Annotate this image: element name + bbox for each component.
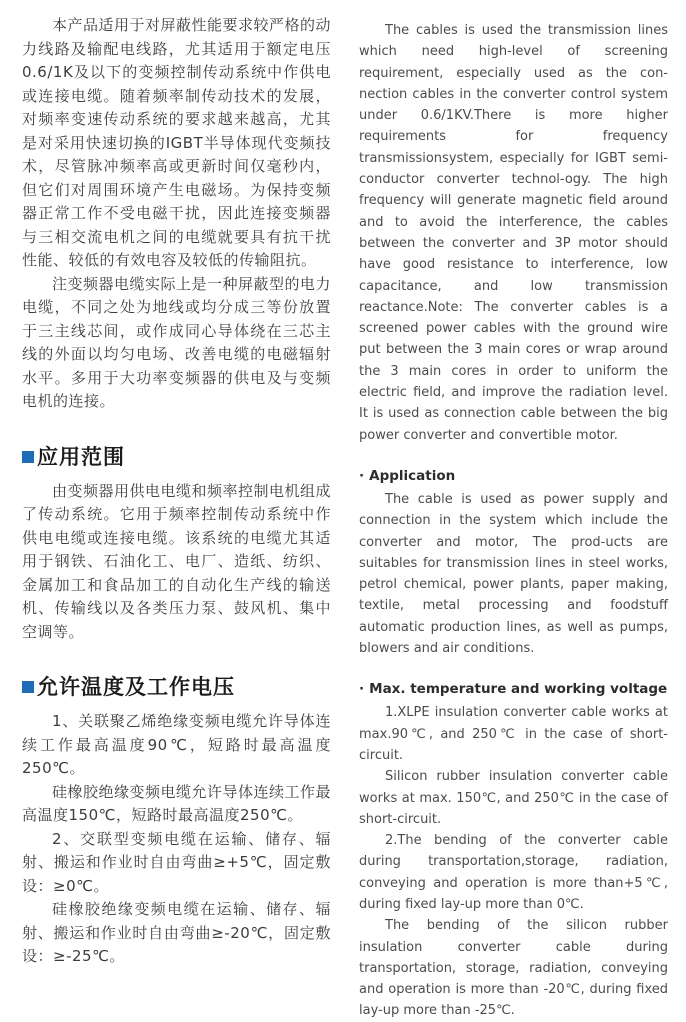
- temperature-paragraph-zh: 1、关联聚乙烯绝缘变频电缆允许导体连续工作最高温度90℃，短路时最高温度250℃。: [22, 712, 331, 777]
- section-title-text: 应用范围: [37, 444, 125, 469]
- square-bullet-icon: [22, 451, 34, 463]
- section-heading-temperature-zh: [22, 671, 331, 701]
- temperature-paragraph-en: The bending of the silicon rubber insulation converter cable during transportation, storage, radiation, conveying and operation is more than -20℃, during fixed lay-up more than -25℃.: [359, 918, 668, 1019]
- application-paragraph-en: The cable is used as power supply and connection in the system which include the converter and motor, The prod-ucts are suitables for transmission lines in steel works, petrol chemical, power plants, paper making, textile, metal processing and foodstuff automatic production lines, as well as pumps, blowers and air conditions.: [359, 491, 668, 657]
- intro-paragraph-en: The cables is used the transmission lines which need high-level of screening requirement, especially used as the con-nection cables in the converter control system under 0.6/1KV.There is more higher requirements for frequency transmissionsystem, especially for IGBT semi-conductor converter technol-ogy. The high frequency will generate magnetic field around and to avoid the interference, the cables between the converter and 3P motor should have good resistance to interference, low capacitance, and low transmission reactance.Note: The converter cables is a screened power cables with the ground wire put between the 3 main cores or wrap around the 3 main cores in order to uniform the electric field, and improve the radiation level. It is used as connection cable between the big power converter and convertible motor.: [359, 23, 668, 443]
- application-paragraph-zh: 由变频器用供电电缆和频率控制电机组成了传动系统。它用于频率控制传动系统中作供电电缆或连接电缆。该系统的电缆尤其适用于钢铁、石油化工、电厂、造纸、纺织、金属加工和食品加工的自动化生产线的输送机、传输线以及各类压力泵、鼓风机、集中空调等。: [22, 481, 332, 641]
- section-heading-temperature-en: [359, 681, 668, 697]
- section-title-text: 允许温度及工作电压: [37, 675, 235, 699]
- temperature-paragraph-zh: 硅橡胶绝缘变频电缆允许导体连续工作最高温度150℃，短路时最高温度250℃。: [22, 782, 332, 824]
- temperature-paragraph-zh: 2、交联型变频电缆在运输、储存、辐射、搬运和作业时自由弯曲≥+5℃，固定敷设：≥0℃。: [22, 829, 331, 895]
- square-bullet-icon: [22, 681, 34, 693]
- dot-bullet-icon: ·: [359, 467, 365, 484]
- section-heading-application-en: [359, 468, 668, 484]
- chinese-column: [22, 14, 332, 965]
- temperature-paragraph-en: 2.The bending of the converter cable during transportation,storage, radiation, conveying and operation is more than+5℃, during fixed lay-up more than 0℃.: [359, 833, 668, 912]
- temperature-paragraph-en: 1.XLPE insulation converter cable works at max.90℃, and 250℃ in the case of short-circuit.: [359, 705, 668, 763]
- intro-paragraph-zh: 本产品适用于对屏蔽性能要求较严格的动力线路及输配电线路，尤其适用于额定电压0.6/1K及以下的变频控制传动系统中作供电或连接电缆。随着频率制传动技术的发展，对频率变速传动系统的要求越来越高，尤其是对采用快速切换的IGBT半导体现代变频技术，尽管脉冲频率高或更新时间仅毫秒内，但它们对周围环境产生电磁场。为保持变频器正常工作不受电磁干扰，因此连接变频器与三相交流电机之间的电缆就要具有抗干扰性能、较低的有效电容及较低的传输阻抗。: [22, 16, 332, 269]
- temperature-paragraph-en: Silicon rubber insulation converter cable works at max. 150℃, and 250℃ in the case of short-circuit.: [359, 769, 668, 827]
- section-title-text: Application: [369, 467, 456, 484]
- section-heading-application-zh: [22, 441, 331, 471]
- temperature-paragraph-zh: 硅橡胶绝缘变频电缆在运输、储存、辐射、搬运和作业时自由弯曲≥-20℃，固定敷设：≥-25℃。: [22, 900, 331, 965]
- english-column: [359, 14, 668, 1019]
- note-paragraph-zh: 注变频器电缆实际上是一种屏蔽型的电力电缆，不同之处为地线或均分成三等份放置于三主线芯间，或作成同心导体绕在三芯主线的外面以均匀电场、改善电缆的电磁辐射水平。多用于大功率变频器的供电及与变频电机的连接。: [22, 274, 332, 410]
- section-title-text: Max. temperature and working voltage: [369, 681, 668, 698]
- dot-bullet-icon: ·: [359, 681, 365, 698]
